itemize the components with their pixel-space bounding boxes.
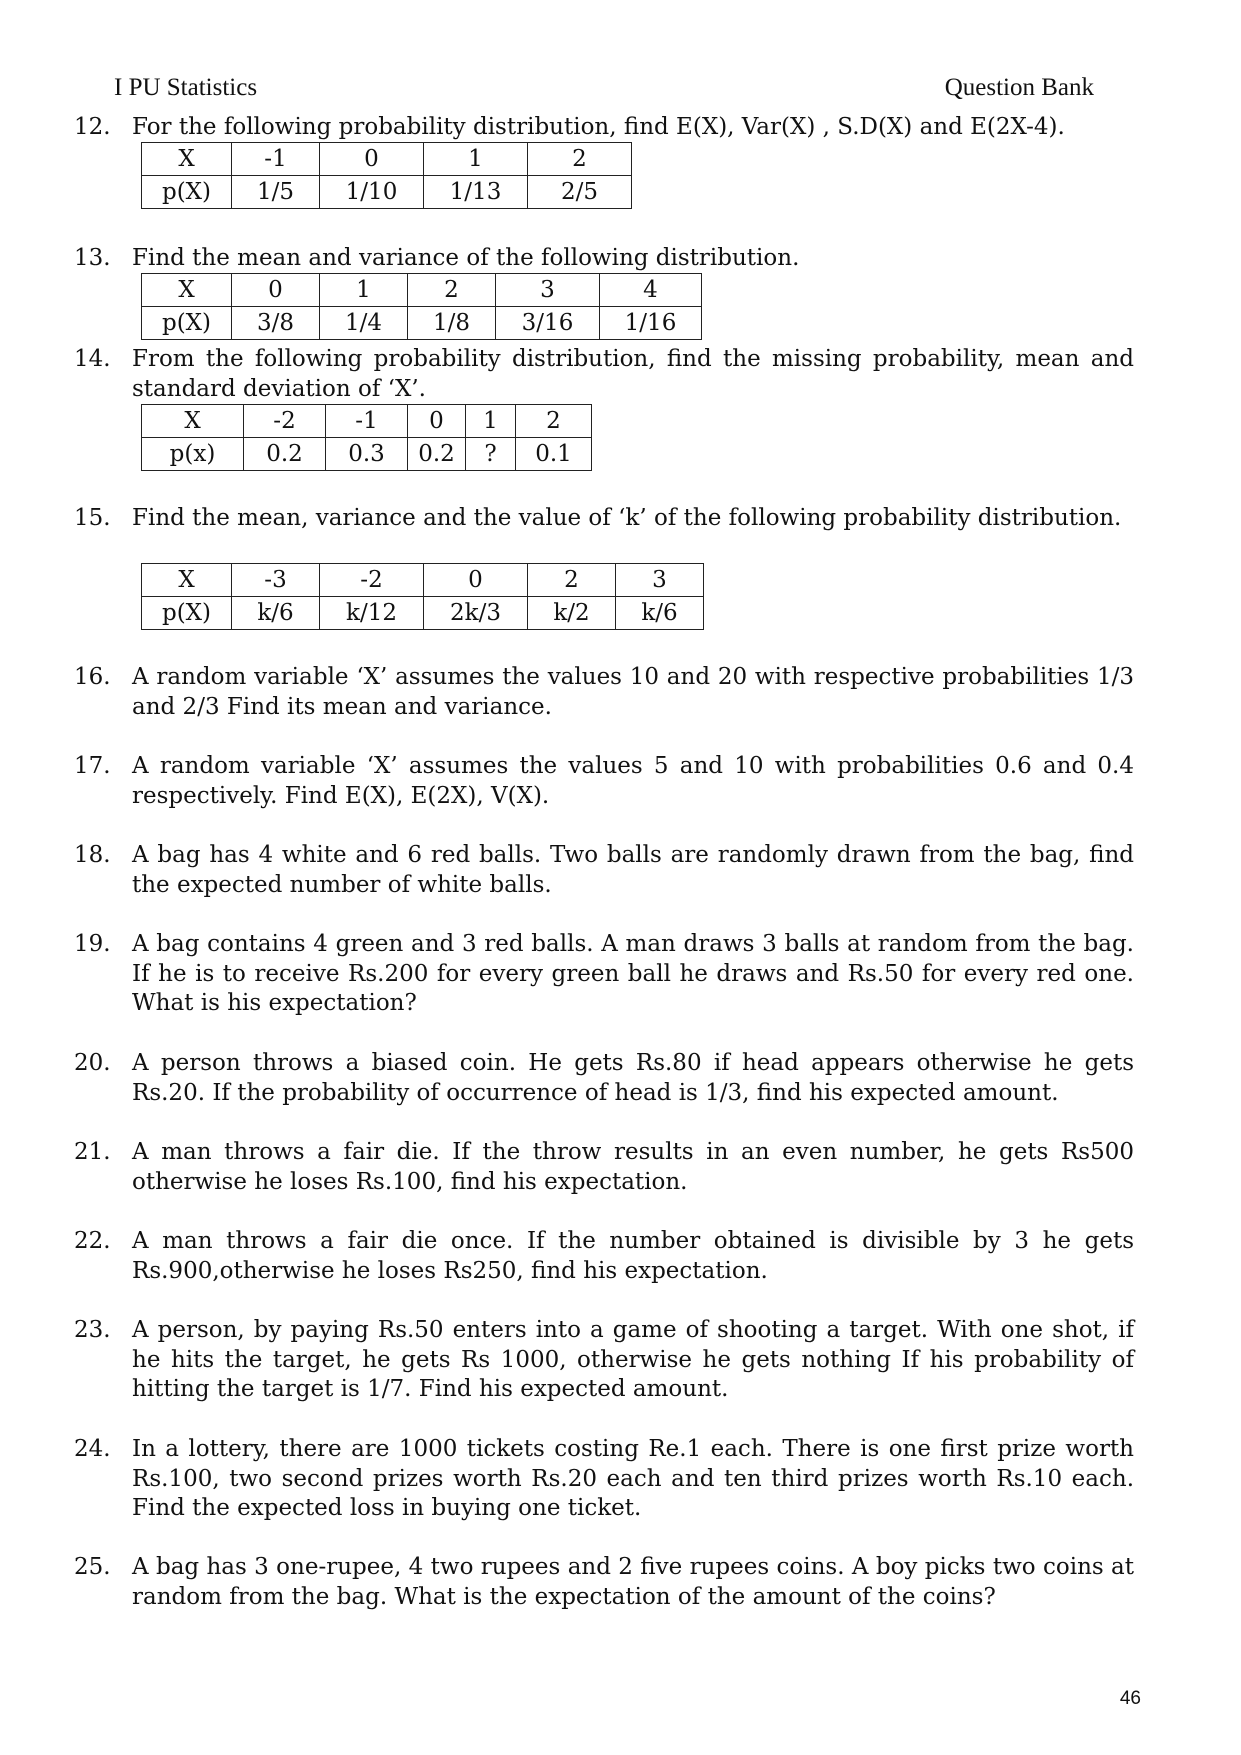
table-cell: 1/13	[424, 176, 528, 209]
table-cell: -3	[232, 564, 320, 597]
table-cell: k/6	[616, 597, 704, 630]
table-row	[142, 438, 592, 471]
table-cell: 2/5	[528, 176, 632, 209]
table-cell: 0	[408, 405, 466, 438]
question-number: 23.	[74, 1317, 111, 1343]
question-number: 25.	[74, 1554, 111, 1580]
table-cell: 1/4	[320, 307, 408, 340]
question-22	[74, 1227, 1134, 1286]
question-text: From the following probability distribution, find the missing probability, mean and standard deviation of ‘X’.	[132, 346, 1134, 402]
distribution-table-13	[141, 273, 702, 340]
table-cell: 0	[424, 564, 528, 597]
table-cell: 3	[616, 564, 704, 597]
table-row	[142, 564, 704, 597]
question-25	[74, 1553, 1134, 1612]
question-text: For the following probability distribution, find E(X), Var(X) , S.D(X) and E(2X-4).	[132, 114, 1065, 140]
question-number: 12.	[74, 114, 111, 140]
question-24	[74, 1435, 1134, 1524]
table-cell: -1	[326, 405, 408, 438]
table-cell: 1/16	[600, 307, 702, 340]
question-text: A person throws a biased coin. He gets Rs.80 if head appears otherwise he gets Rs.20. If the probability of occurrence of head is 1/3, find his expected amount.	[132, 1050, 1134, 1106]
question-text: A person, by paying Rs.50 enters into a game of shooting a target. With one shot, if he hits the target, he gets Rs 1000, otherwise he gets nothing If his probability of hitting the target is 1/7. Find his expected amount.	[132, 1317, 1134, 1402]
table-cell: p(X)	[142, 597, 232, 630]
table-cell: 0.2	[244, 438, 326, 471]
table-cell: 2	[528, 564, 616, 597]
table-cell: -1	[232, 143, 320, 176]
header-title: Question Bank	[944, 74, 1094, 101]
table-cell: 1/5	[232, 176, 320, 209]
question-13	[74, 244, 1134, 274]
table-cell: X	[142, 143, 232, 176]
question-text: A bag has 4 white and 6 red balls. Two balls are randomly drawn from the bag, find the expected number of white balls.	[132, 842, 1134, 898]
header-subject: I PU Statistics	[114, 74, 258, 101]
table-cell: 2	[408, 274, 496, 307]
table-cell: 4	[600, 274, 702, 307]
question-number: 20.	[74, 1050, 111, 1076]
question-number: 24.	[74, 1436, 111, 1462]
question-number: 19.	[74, 931, 111, 957]
table-cell: 0	[320, 143, 424, 176]
question-20	[74, 1049, 1134, 1108]
table-cell: p(X)	[142, 176, 232, 209]
question-16	[74, 663, 1134, 722]
table-cell: X	[142, 405, 244, 438]
table-cell: 1	[320, 274, 408, 307]
question-number: 17.	[74, 753, 111, 779]
distribution-table-15	[141, 563, 704, 630]
question-text: A man throws a fair die once. If the number obtained is divisible by 3 he gets Rs.900,otherwise he loses Rs250, find his expectation.	[132, 1228, 1134, 1284]
distribution-table-12	[141, 142, 632, 209]
table-cell: 3	[496, 274, 600, 307]
table-cell: 1/8	[408, 307, 496, 340]
question-19	[74, 930, 1134, 1019]
question-text: Find the mean and variance of the following distribution.	[132, 245, 800, 271]
table-cell: p(x)	[142, 438, 244, 471]
question-15	[74, 504, 1134, 534]
question-21	[74, 1138, 1134, 1197]
table-cell: 2	[528, 143, 632, 176]
table-cell: -2	[320, 564, 424, 597]
question-text: A man throws a fair die. If the throw results in an even number, he gets Rs500 otherwise he loses Rs.100, find his expectation.	[132, 1139, 1134, 1195]
table-cell: -2	[244, 405, 326, 438]
question-18	[74, 841, 1134, 900]
table-cell: k/2	[528, 597, 616, 630]
question-number: 22.	[74, 1228, 111, 1254]
table-row	[142, 176, 632, 209]
table-row	[142, 274, 702, 307]
table-cell: 0.1	[516, 438, 592, 471]
table-cell: ?	[466, 438, 516, 471]
question-14	[74, 345, 1134, 404]
question-number: 18.	[74, 842, 111, 868]
table-cell: p(X)	[142, 307, 232, 340]
table-cell: 3/8	[232, 307, 320, 340]
table-cell: 1/10	[320, 176, 424, 209]
table-cell: k/12	[320, 597, 424, 630]
table-cell: 1	[424, 143, 528, 176]
distribution-table-14	[141, 404, 592, 471]
question-12	[74, 113, 1134, 143]
table-cell: 0	[232, 274, 320, 307]
question-17	[74, 752, 1134, 811]
table-cell: 1	[466, 405, 516, 438]
table-row	[142, 405, 592, 438]
question-number: 16.	[74, 664, 111, 690]
question-text: Find the mean, variance and the value of ‘k’ of the following probability distribution.	[132, 505, 1122, 531]
question-text: A random variable ‘X’ assumes the values 10 and 20 with respective probabilities 1/3 and 2/3 Find its mean and variance.	[132, 664, 1134, 720]
table-row	[142, 597, 704, 630]
question-text: A bag has 3 one-rupee, 4 two rupees and 2 five rupees coins. A boy picks two coins at random from the bag. What is the expectation of the amount of the coins?	[132, 1554, 1134, 1610]
table-cell: 2k/3	[424, 597, 528, 630]
table-row	[142, 307, 702, 340]
table-cell: 0.2	[408, 438, 466, 471]
table-cell: X	[142, 274, 232, 307]
table-cell: 2	[516, 405, 592, 438]
question-text: In a lottery, there are 1000 tickets costing Re.1 each. There is one first prize worth Rs.100, two second prizes worth Rs.20 each and ten third prizes worth Rs.10 each. Find the expected loss in buying one ticket.	[132, 1436, 1134, 1521]
table-cell: 0.3	[326, 438, 408, 471]
table-cell: k/6	[232, 597, 320, 630]
question-text: A bag contains 4 green and 3 red balls. A man draws 3 balls at random from the bag. If he is to receive Rs.200 for every green ball he draws and Rs.50 for every red one. What is his expectation?	[132, 931, 1134, 1016]
page-header	[114, 74, 1094, 104]
question-23	[74, 1316, 1134, 1405]
question-number: 21.	[74, 1139, 111, 1165]
table-cell: 3/16	[496, 307, 600, 340]
table-cell: X	[142, 564, 232, 597]
table-row	[142, 143, 632, 176]
question-number: 13.	[74, 245, 111, 271]
page-number: 46	[1119, 1688, 1141, 1709]
question-number: 15.	[74, 505, 111, 531]
question-number: 14.	[74, 346, 111, 372]
question-text: A random variable ‘X’ assumes the values 5 and 10 with probabilities 0.6 and 0.4 respectively. Find E(X), E(2X), V(X).	[132, 753, 1134, 809]
